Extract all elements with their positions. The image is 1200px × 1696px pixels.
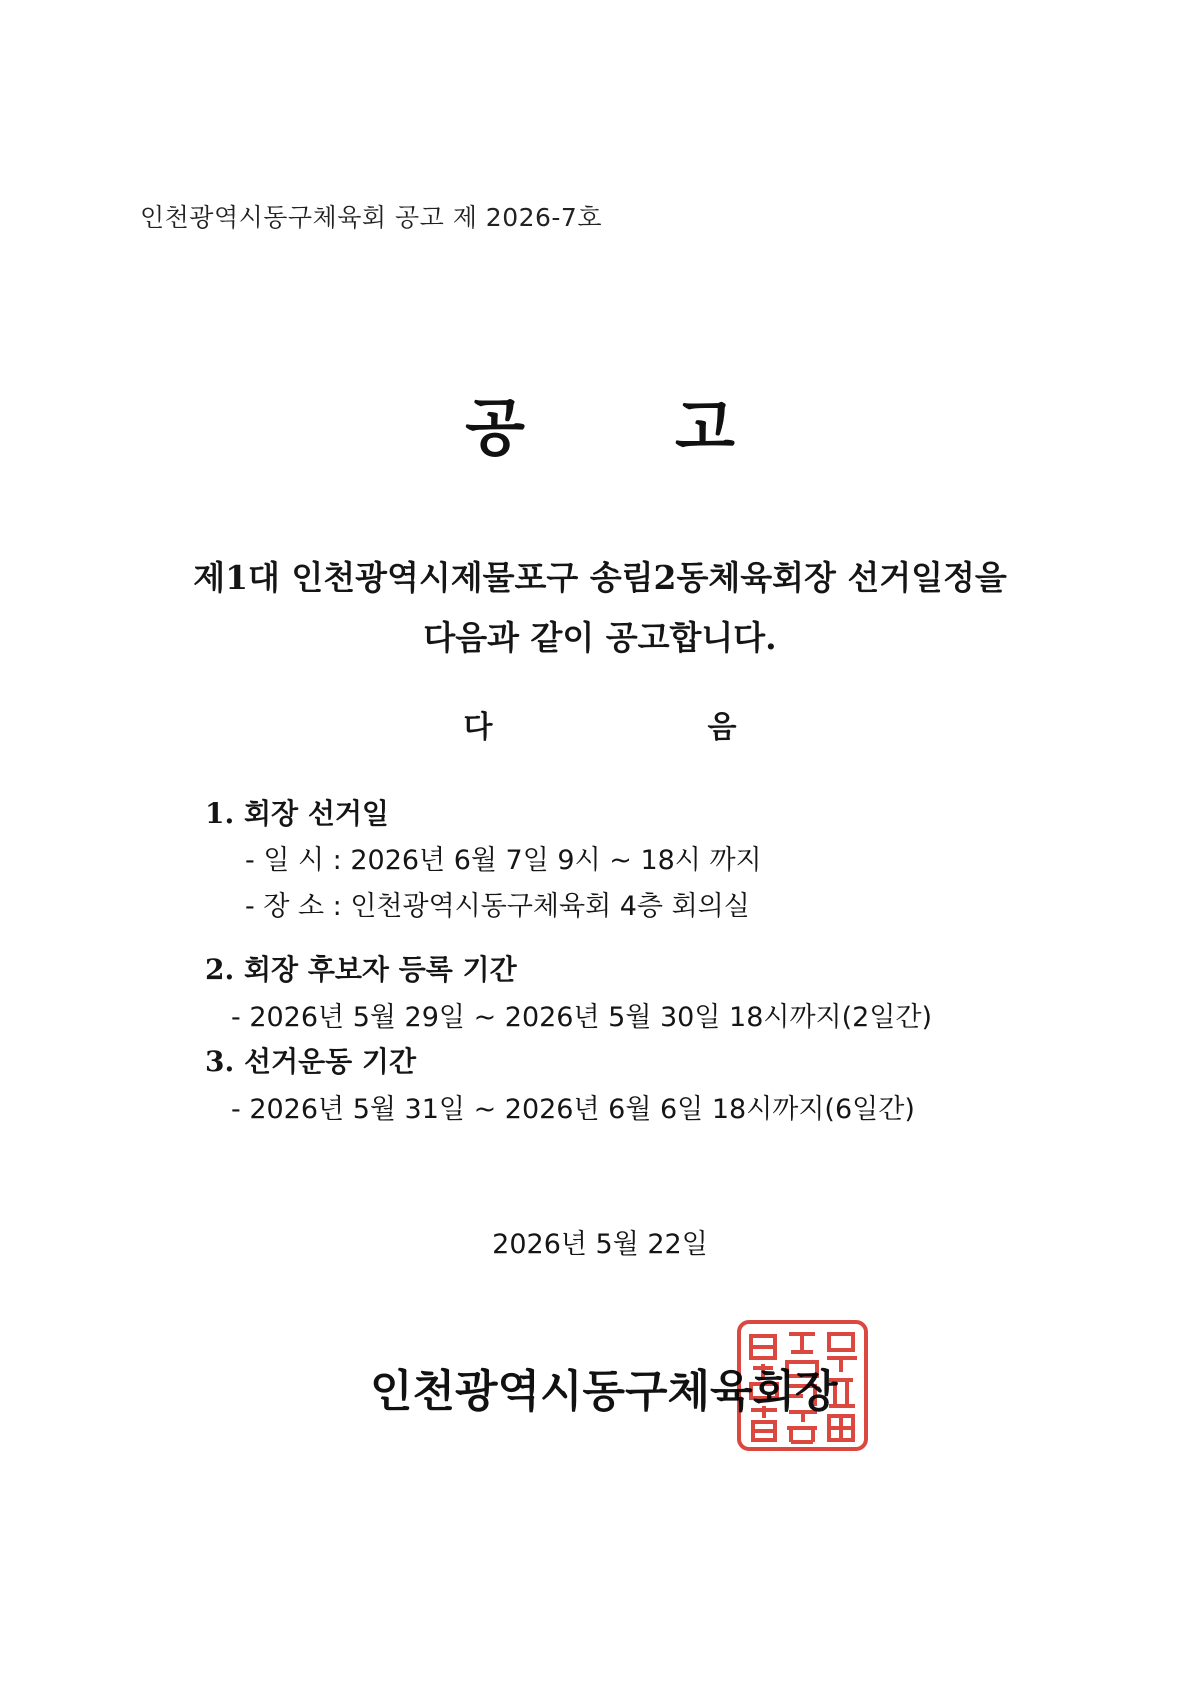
lead-paragraph [0,548,1200,668]
seal-glyph-5 [789,1386,817,1422]
section-1-heading: 1. 회장 선거일 [205,797,389,830]
title-char-1: 공 [465,391,525,464]
section-2-heading: 2. 회장 후보자 등록 기간 [205,953,517,986]
issue-date: 2026년 5월 22일 [492,1229,708,1260]
lead-line-1: 제1대 인천광역시제물포구 송림2동체육회장 선거일정을 [193,558,1007,597]
official-seal [735,1318,870,1453]
seal-glyph-7 [827,1334,857,1372]
title-char-2: 고 [675,391,735,464]
lead-line-2: 다음과 같이 공고합니다. [423,618,777,657]
section-3-heading: 3. 선거운동 기간 [205,1045,417,1078]
section-3-line-1: - 2026년 5월 31일 ~ 2026년 6월 6일 18시까지(6일간) [231,1094,915,1125]
below-char-1: 다 [463,710,493,745]
seal-glyph-2 [751,1364,777,1398]
section-1-line-2: - 장 소 : 인천광역시동구체육회 4층 회의실 [245,891,750,922]
seal-glyph-1 [751,1336,775,1358]
notice-number: 인천광역시동구체육회 공고 제 2026-7호 [140,203,602,232]
seal-glyph-6 [787,1428,817,1442]
section-1-line-1: - 일 시 : 2026년 6월 7일 9시 ~ 18시 까지 [245,845,762,876]
signature-name: 인천광역시동구체육회장 [370,1366,838,1417]
section-2-line-1: - 2026년 5월 29일 ~ 2026년 5월 30일 18시까지(2일간) [231,1002,933,1033]
seal-glyph-4 [787,1334,817,1376]
below-char-2: 음 [707,710,737,745]
below-heading [0,702,1200,746]
seal-glyph-9 [829,1416,853,1440]
seal-glyph-8 [829,1380,855,1406]
seal-glyph-3 [751,1406,777,1440]
document-title [0,378,1200,467]
